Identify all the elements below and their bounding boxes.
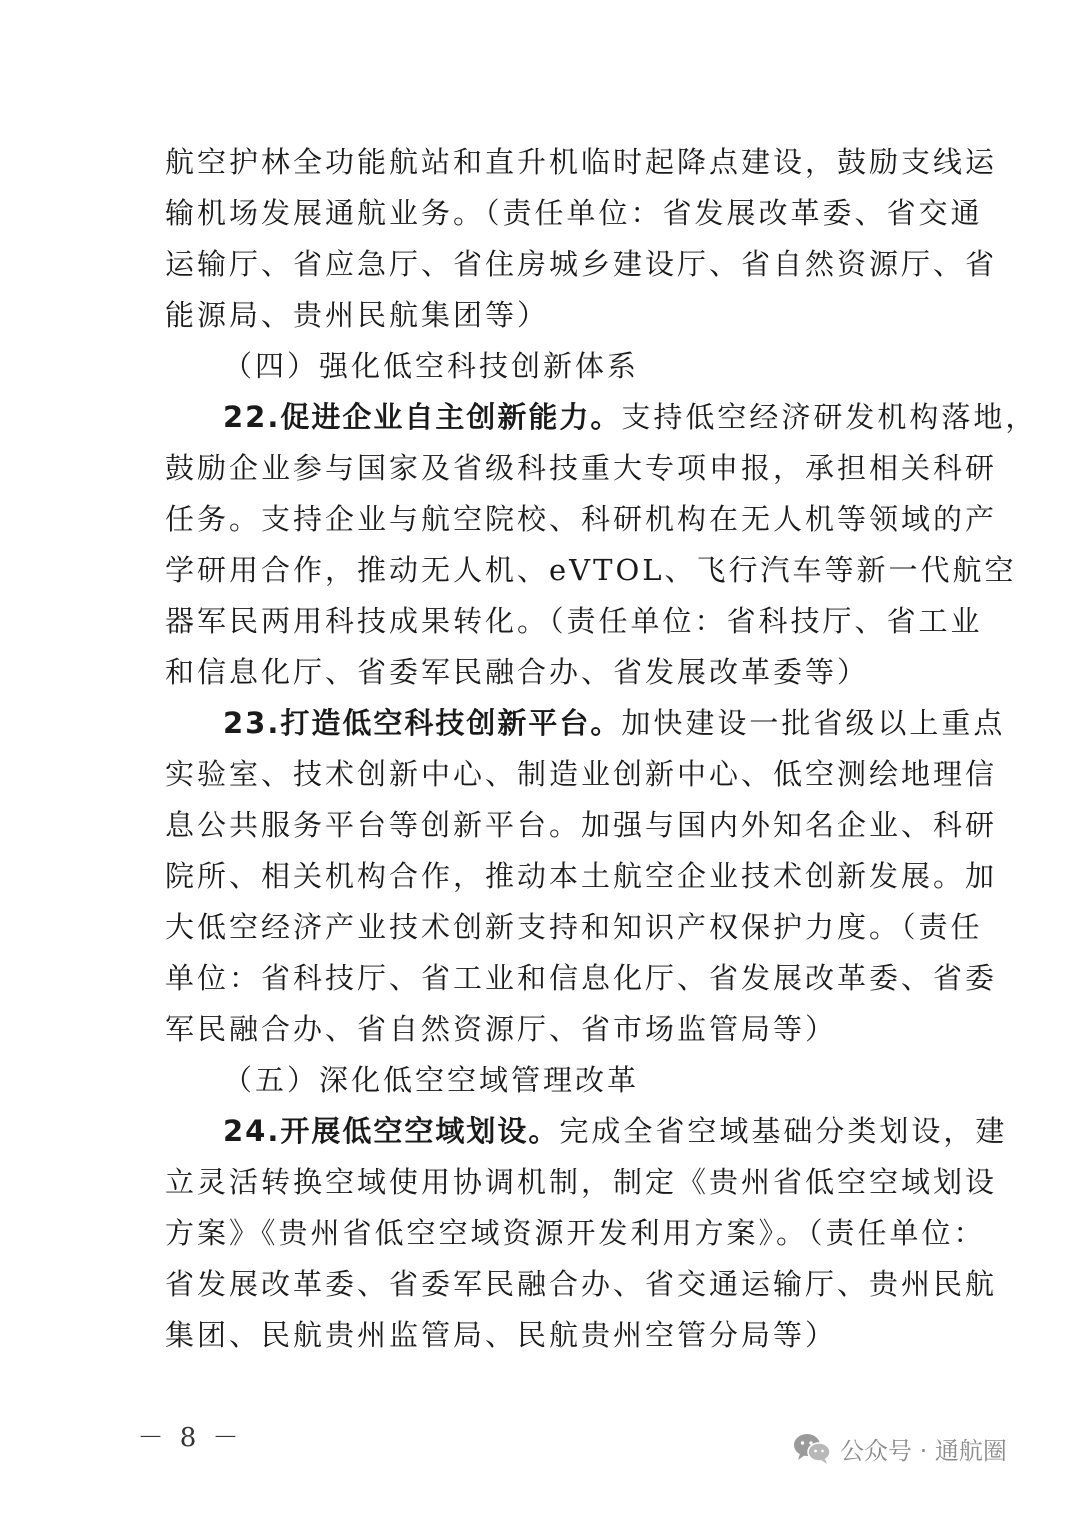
item-22-text: 支持低空经济研发机构落地， bbox=[621, 400, 1038, 434]
paragraph-line: 和信息化厅、省委军民融合办、省发展改革委等） bbox=[165, 655, 870, 689]
wechat-icon bbox=[792, 1432, 832, 1466]
body-text bbox=[165, 137, 1038, 1361]
paragraph-line: 学研用合作，推动无人机、eVTOL、飞行汽车等新一代航空 bbox=[165, 553, 1017, 587]
item-24-first-line bbox=[165, 1106, 1008, 1157]
paragraph-line: 鼓励企业参与国家及省级科技重大专项申报，承担相关科研 bbox=[165, 451, 998, 485]
paragraph-line: 军民融合办、省自然资源厅、省市场监管局等） bbox=[165, 1012, 838, 1046]
section-heading-5: （五）深化低空空域管理改革 bbox=[223, 1063, 640, 1097]
paragraph-line: 能源局、贵州民航集团等） bbox=[165, 298, 550, 332]
paragraph-line: 院所、相关机构合作，推动本土航空企业技术创新发展。加 bbox=[165, 859, 998, 893]
paragraph-line: 输机场发展通航业务。（责任单位：省发展改革委、省交通 bbox=[165, 196, 983, 230]
paragraph-line: 立灵活转换空域使用协调机制，制定《贵州省低空空域划设 bbox=[165, 1165, 998, 1199]
paragraph-line: 单位：省科技厅、省工业和信息化厅、省发展改革委、省委 bbox=[165, 961, 998, 995]
section-heading-4: （四）强化低空科技创新体系 bbox=[223, 349, 640, 383]
watermark-text: 公众号 · 通航圈 bbox=[840, 1437, 1007, 1465]
paragraph-line: 息公共服务平台等创新平台。加强与国内外知名企业、科研 bbox=[165, 808, 998, 842]
item-24-title: 24.开展低空空域划设。 bbox=[223, 1114, 560, 1148]
wechat-watermark bbox=[792, 1431, 1007, 1466]
page-number: － 8 － bbox=[137, 1423, 243, 1453]
item-23-first-line bbox=[165, 698, 1006, 749]
item-24-text: 完成全省空域基础分类划设，建 bbox=[559, 1114, 1008, 1148]
item-23-text: 加快建设一批省级以上重点 bbox=[621, 706, 1006, 740]
paragraph-line: 航空护林全功能航站和直升机临时起降点建设，鼓励支线运 bbox=[165, 145, 998, 179]
paragraph-line: 任务。支持企业与航空院校、科研机构在无人机等领域的产 bbox=[165, 502, 998, 536]
paragraph-line: 实验室、技术创新中心、制造业创新中心、低空测绘地理信 bbox=[165, 757, 998, 791]
paragraph-line: 省发展改革委、省委军民融合办、省交通运输厅、贵州民航 bbox=[165, 1267, 998, 1301]
paragraph-line: 集团、民航贵州监管局、民航贵州空管分局等） bbox=[165, 1318, 838, 1352]
paragraph-line: 运输厅、省应急厅、省住房城乡建设厅、省自然资源厅、省 bbox=[165, 247, 998, 281]
paragraph-line: 大低空经济产业技术创新支持和知识产权保护力度。（责任 bbox=[165, 910, 983, 944]
paragraph-line: 方案》《贵州省低空空域资源开发利用方案》。（责任单位： bbox=[165, 1216, 986, 1250]
item-22-first-line bbox=[165, 392, 1038, 443]
item-23-title: 23.打造低空科技创新平台。 bbox=[223, 706, 622, 740]
paragraph-line: 器军民两用科技成果转化。（责任单位：省科技厅、省工业 bbox=[165, 604, 983, 638]
item-22-title: 22.促进企业自主创新能力。 bbox=[223, 400, 622, 434]
